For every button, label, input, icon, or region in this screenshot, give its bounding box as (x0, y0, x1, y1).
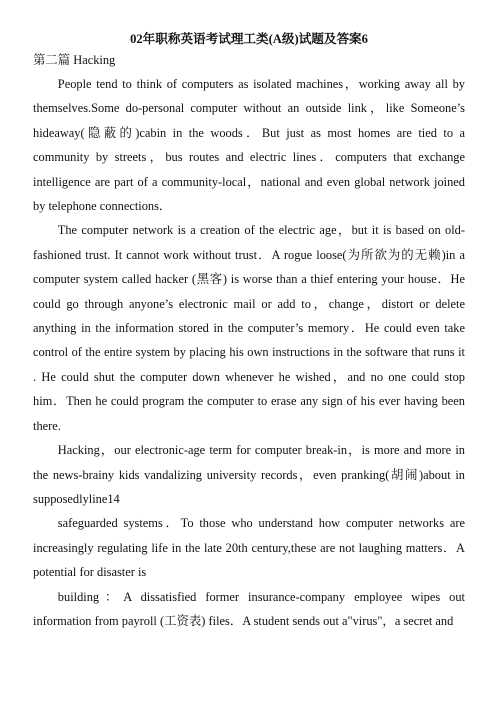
document-page (33, 30, 465, 633)
paragraph-5: building：A dissatisfied former insurance-company employee wipes out information from payroll (工资表) files．A student sends out a"virus"，a secret and (33, 589, 465, 628)
paragraph-2: The computer network is a creation of the electric age，but it is based on old-fashioned trust. It cannot work without trust．A rogue loose(为所欲为的无赖)in a computer system called hacker (黑客) is worse than a thief entering your house．He could go through anyone’s electronic mail or add to，change，distort or delete anything in the information stored in the computer’s memory．He could even take control of the entire system by placing his own instructions in the software that runs it . He could shut the computer down whenever he wished，and no one could stop him．Then he could program the computer to erase any sign of his ever having been there. (33, 223, 465, 433)
paragraph-3: Hacking，our electronic-age term for computer break-in，is more and more in the news-brainy kids vandalizing university records，even pranking(胡闹)about in supposedlyline14 (33, 443, 465, 506)
document-title: 02年职称英语考试理工类(A级)试题及答案6 (130, 32, 368, 46)
section-heading: 第二篇 Hacking (33, 53, 116, 67)
paragraph-1: People tend to think of computers as isolated machines，working away all by themselves.Some do-personal computer without an outside link，like Someone’s hideaway(隐蔽的)cabin in the woods．But just as most homes are tied to a community by streets，bus routes and electric lines．computers that exchange intelligence are part of a community-local，national and even global network joined by telephone connections． (33, 77, 465, 214)
paragraph-4: safeguarded systems．To those who understand how computer networks are increasingly regulating life in the late 20th century,these are not laughing matters．A potential for disaster is (33, 516, 465, 580)
